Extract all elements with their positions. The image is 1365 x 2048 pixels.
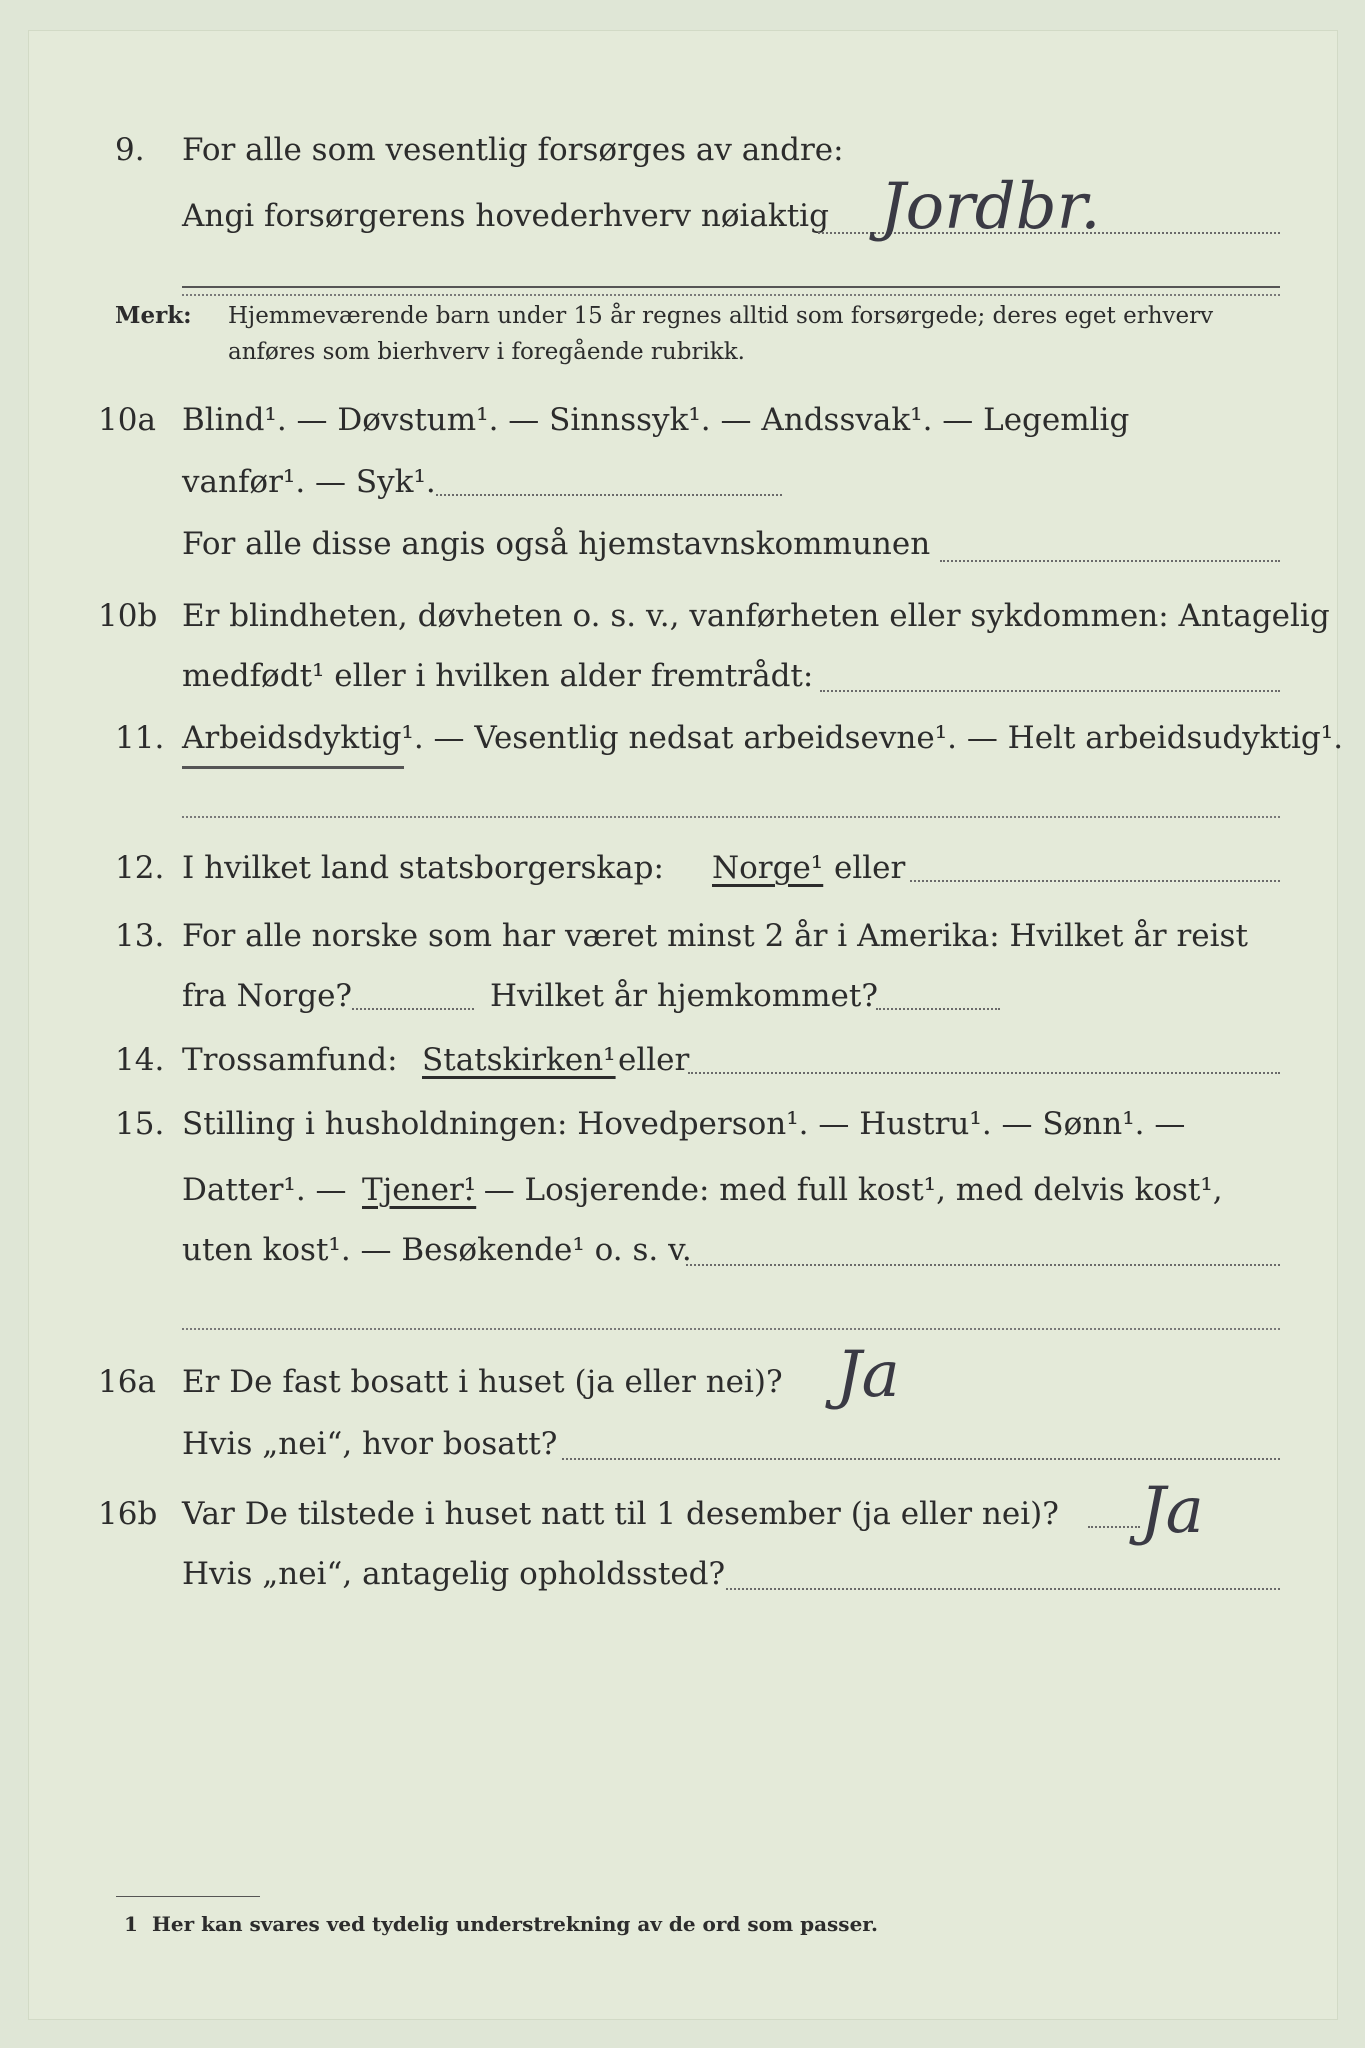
q10a-text-2: vanfør¹. — Syk¹. <box>182 464 436 500</box>
q9-number: 9. <box>115 132 145 168</box>
q16b-handwritten-answer: Ja <box>1140 1474 1204 1548</box>
q9-text-2: Angi forsørgerens hovederhverv nøiaktig <box>182 198 829 234</box>
q11-underline-mark <box>182 766 404 769</box>
q16b-answer-line <box>1088 1526 1140 1528</box>
q12-norge-underlined: Norge¹ <box>712 850 824 886</box>
q15-answer-line <box>686 1264 1280 1266</box>
q9-text-1: For alle som vesentlig forsørges av andre: <box>182 132 844 168</box>
q14-text-a: Trossamfund: <box>182 1042 398 1078</box>
q15-text-1: Stilling i husholdningen: Hovedperson¹. — Hustru¹. — Sønn¹. — <box>182 1106 1186 1142</box>
q12-text-a: I hvilket land statsborgerskap: <box>182 850 664 886</box>
q13-number: 13. <box>115 918 165 954</box>
q15-number: 15. <box>115 1106 165 1142</box>
footnote-rule <box>116 1896 260 1897</box>
footnote-text: Her kan svares ved tydelig understrekning av de ord som passer. <box>152 1912 878 1936</box>
q10b-answer-line <box>820 690 1280 692</box>
q16b-opholdssted-line <box>726 1588 1280 1590</box>
merk-text-2: anføres som bierhverv i foregående rubrikk. <box>228 339 745 365</box>
q12-number: 12. <box>115 850 165 886</box>
q14-text-c: eller <box>618 1042 690 1078</box>
q10b-number: 10b <box>98 598 158 634</box>
q15-text-2c: . — Losjerende: med full kost¹, med delvis kost¹, <box>464 1172 1223 1208</box>
q15-extra-line <box>182 1328 1280 1330</box>
q10a-hjemstavn-line <box>940 560 1280 562</box>
q15-text-2a: Datter¹. — <box>182 1172 347 1208</box>
q12-answer-line <box>910 880 1280 882</box>
q16b-text-1: Var De tilstede i huset natt til 1 desember (ja eller nei)? <box>182 1496 1059 1532</box>
merk-label: Merk: <box>115 302 192 329</box>
q10a-answer-line <box>436 494 782 496</box>
q12-text-c: eller <box>834 850 906 886</box>
q10a-text-3: For alle disse angis også hjemstavnskommunen <box>182 526 931 562</box>
q16a-handwritten-answer: Ja <box>836 1338 900 1412</box>
q16a-text-2: Hvis „nei“, hvor bosatt? <box>182 1426 558 1462</box>
q16b-number: 16b <box>98 1496 158 1532</box>
q14-answer-line <box>688 1072 1280 1074</box>
merk-text-1: Hjemmeværende barn under 15 år regnes alltid som forsørgede; deres eget erhverv <box>228 303 1214 329</box>
q15-text-3: uten kost¹. — Besøkende¹ o. s. v. <box>182 1232 692 1268</box>
q16a-number: 16a <box>98 1364 156 1400</box>
q11-text-1: Arbeidsdyktig¹. — Vesentlig nedsat arbeidsevne¹. — Helt arbeidsudyktig¹. <box>182 720 1344 756</box>
q10a-number: 10a <box>98 402 156 438</box>
q13-text-2a: fra Norge? <box>182 978 353 1014</box>
q15-tjener-underlined: Tjener¹ <box>362 1172 477 1208</box>
q11-number: 11. <box>115 720 165 756</box>
q13-reist-line <box>352 1008 474 1010</box>
divider <box>182 286 1280 288</box>
divider <box>182 294 1280 296</box>
q9-handwritten-answer: Jordbr. <box>880 170 1101 244</box>
q13-hjemkommet-line <box>876 1008 1000 1010</box>
q13-text-1: For alle norske som har været minst 2 år i Amerika: Hvilket år reist <box>182 918 1248 954</box>
q10b-text-1: Er blindheten, døvheten o. s. v., vanførheten eller sykdommen: Antagelig <box>182 598 1330 634</box>
q11-answer-line <box>182 816 1280 818</box>
q16a-text-1: Er De fast bosatt i huset (ja eller nei)? <box>182 1364 783 1400</box>
q16a-answer-line <box>562 1458 1280 1460</box>
footnote-mark: 1 <box>124 1912 138 1936</box>
q16b-text-2: Hvis „nei“, antagelig opholdssted? <box>182 1556 726 1592</box>
q10b-text-2: medfødt¹ eller i hvilken alder fremtrådt: <box>182 658 814 694</box>
q10a-text-1: Blind¹. — Døvstum¹. — Sinnssyk¹. — Andssvak¹. — Legemlig <box>182 402 1130 438</box>
q14-statskirken-underlined: Statskirken¹ <box>422 1042 616 1078</box>
q14-number: 14. <box>115 1042 165 1078</box>
q13-text-2b: Hvilket år hjemkommet? <box>490 978 878 1014</box>
